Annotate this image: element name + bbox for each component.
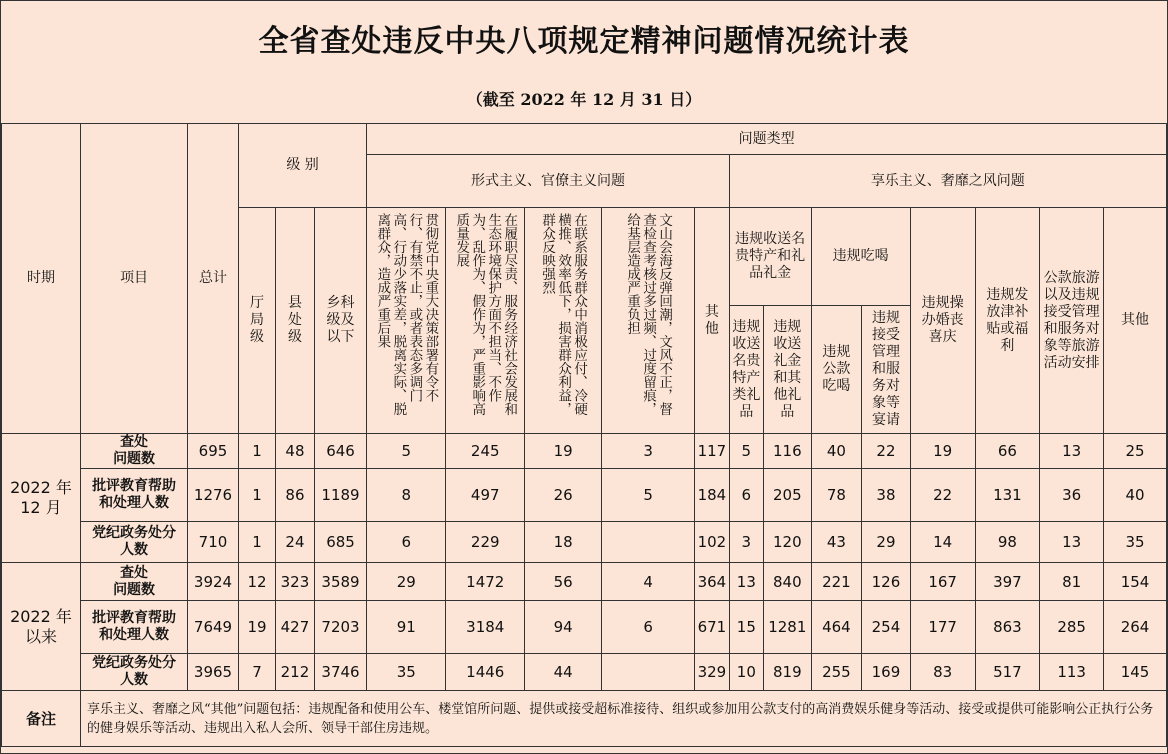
note-row bbox=[2, 691, 1167, 747]
value-cell: 22 bbox=[910, 469, 975, 522]
value-cell: 1446 bbox=[446, 654, 525, 691]
value-cell: 26 bbox=[525, 469, 602, 522]
value-cell: 40 bbox=[1104, 469, 1167, 522]
value-cell: 221 bbox=[811, 563, 862, 601]
hedonism-col-wedding: 违规操办婚丧喜庆 bbox=[910, 208, 975, 434]
value-cell: 323 bbox=[276, 563, 314, 601]
value-cell: 81 bbox=[1040, 563, 1104, 601]
item-cell: 党纪政务处分 人数 bbox=[80, 654, 187, 691]
dining-header: 违规吃喝 bbox=[811, 208, 910, 306]
value-cell: 14 bbox=[910, 522, 975, 563]
dining-col-banquet: 违规接受管理和服务对象等宴请 bbox=[862, 306, 911, 434]
value-cell: 255 bbox=[811, 654, 862, 691]
value-cell: 78 bbox=[811, 469, 862, 522]
gift-col-cash: 违规收送礼金和其他礼品 bbox=[764, 306, 812, 434]
value-cell: 98 bbox=[975, 522, 1040, 563]
value-cell bbox=[602, 654, 695, 691]
table-row bbox=[2, 469, 1167, 522]
value-cell: 44 bbox=[525, 654, 602, 691]
value-cell: 5 bbox=[367, 434, 446, 469]
value-cell: 113 bbox=[1040, 654, 1104, 691]
value-cell: 19 bbox=[525, 434, 602, 469]
value-cell: 19 bbox=[910, 434, 975, 469]
value-cell: 6 bbox=[367, 522, 446, 563]
page-subtitle: （截至 2022 年 12 月 31 日） bbox=[466, 90, 702, 109]
value-cell: 671 bbox=[695, 601, 729, 654]
value-cell: 3746 bbox=[314, 654, 367, 691]
level-col-county: 县处级 bbox=[276, 208, 314, 434]
value-cell bbox=[602, 522, 695, 563]
value-cell: 3 bbox=[602, 434, 695, 469]
value-cell: 169 bbox=[862, 654, 911, 691]
page-title: 全省查处违反中央八项规定精神问题情况统计表 bbox=[258, 24, 910, 59]
total-header: 总计 bbox=[188, 124, 239, 434]
formalism-col-4: 文山会海反弹回潮，文风不正，督查检查考核过多过频、过度留痕，给基层造成严重负担 bbox=[602, 208, 695, 434]
value-cell: 1189 bbox=[314, 469, 367, 522]
value-cell: 229 bbox=[446, 522, 525, 563]
note-text: 享乐主义、奢靡之风“其他”问题包括：违规配备和使用公车、楼堂馆所问题、提供或接受超标准接待、组织或参加用公款支付的高消费娱乐健身等活动、接受或提供可能影响公正执行公务的健身娱乐等活动、违规出入私人会所、领导干部住房违规。 bbox=[80, 691, 1166, 747]
value-cell: 22 bbox=[862, 434, 911, 469]
value-cell: 1 bbox=[238, 522, 275, 563]
hedonism-col-other: 其他 bbox=[1104, 208, 1167, 434]
value-cell: 364 bbox=[695, 563, 729, 601]
value-cell: 819 bbox=[764, 654, 812, 691]
value-cell: 1 bbox=[238, 434, 275, 469]
value-cell: 10 bbox=[729, 654, 763, 691]
value-cell: 56 bbox=[525, 563, 602, 601]
table-row bbox=[2, 434, 1167, 469]
value-cell: 4 bbox=[602, 563, 695, 601]
period-cell: 2022 年 以来 bbox=[2, 563, 81, 691]
value-cell: 19 bbox=[238, 601, 275, 654]
value-cell: 7203 bbox=[314, 601, 367, 654]
note-label: 备注 bbox=[2, 691, 81, 747]
gift-col-specialty: 违规收送名贵特产类礼品 bbox=[729, 306, 763, 434]
value-cell: 1281 bbox=[764, 601, 812, 654]
dining-col-public: 违规公款吃喝 bbox=[811, 306, 862, 434]
value-cell: 29 bbox=[367, 563, 446, 601]
value-cell: 8 bbox=[367, 469, 446, 522]
value-cell: 116 bbox=[764, 434, 812, 469]
hedonism-col-travel: 公款旅游以及违规接受管理和服务对象等旅游活动安排 bbox=[1040, 208, 1104, 434]
formalism-col-1: 贯彻党中央重大决策部署有令不行、有禁不止，或者表态多调门高、行动少落实差，脱离实际、脱离群众，造成严重后果 bbox=[367, 208, 446, 434]
level-col-township: 乡科级及以下 bbox=[314, 208, 367, 434]
value-cell: 1472 bbox=[446, 563, 525, 601]
value-cell: 167 bbox=[910, 563, 975, 601]
value-cell: 3589 bbox=[314, 563, 367, 601]
value-cell: 212 bbox=[276, 654, 314, 691]
value-cell: 29 bbox=[862, 522, 911, 563]
table-row bbox=[2, 522, 1167, 563]
item-header: 项目 bbox=[80, 124, 187, 434]
value-cell: 66 bbox=[975, 434, 1040, 469]
value-cell: 517 bbox=[975, 654, 1040, 691]
value-cell: 40 bbox=[811, 434, 862, 469]
value-cell: 329 bbox=[695, 654, 729, 691]
value-cell: 3924 bbox=[188, 563, 239, 601]
item-cell: 批评教育帮助 和处理人数 bbox=[80, 469, 187, 522]
value-cell: 43 bbox=[811, 522, 862, 563]
value-cell: 24 bbox=[276, 522, 314, 563]
value-cell: 36 bbox=[1040, 469, 1104, 522]
value-cell: 184 bbox=[695, 469, 729, 522]
value-cell: 710 bbox=[188, 522, 239, 563]
value-cell: 131 bbox=[975, 469, 1040, 522]
value-cell: 840 bbox=[764, 563, 812, 601]
period-cell: 2022 年 12 月 bbox=[2, 434, 81, 563]
value-cell: 264 bbox=[1104, 601, 1167, 654]
value-cell: 83 bbox=[910, 654, 975, 691]
item-cell: 党纪政务处分 人数 bbox=[80, 522, 187, 563]
value-cell: 6 bbox=[729, 469, 763, 522]
value-cell: 695 bbox=[188, 434, 239, 469]
value-cell: 397 bbox=[975, 563, 1040, 601]
value-cell: 38 bbox=[862, 469, 911, 522]
value-cell: 427 bbox=[276, 601, 314, 654]
value-cell: 497 bbox=[446, 469, 525, 522]
value-cell: 86 bbox=[276, 469, 314, 522]
value-cell: 5 bbox=[729, 434, 763, 469]
value-cell: 13 bbox=[1040, 434, 1104, 469]
table-row bbox=[2, 601, 1167, 654]
value-cell: 15 bbox=[729, 601, 763, 654]
value-cell: 464 bbox=[811, 601, 862, 654]
value-cell: 245 bbox=[446, 434, 525, 469]
table-row bbox=[2, 563, 1167, 601]
formalism-header: 形式主义、官僚主义问题 bbox=[367, 155, 729, 208]
hedonism-header: 享乐主义、奢靡之风问题 bbox=[729, 155, 1166, 208]
formalism-col-3: 在联系服务群众中消极应付、冷硬横推、效率低下，损害群众利益，群众反映强烈 bbox=[525, 208, 602, 434]
period-header: 时期 bbox=[2, 124, 81, 434]
value-cell: 102 bbox=[695, 522, 729, 563]
gift-header: 违规收送名贵特产和礼品礼金 bbox=[729, 208, 811, 306]
value-cell: 205 bbox=[764, 469, 812, 522]
value-cell: 3 bbox=[729, 522, 763, 563]
value-cell: 91 bbox=[367, 601, 446, 654]
value-cell: 35 bbox=[1104, 522, 1167, 563]
level-col-bureau: 厅局级 bbox=[238, 208, 275, 434]
value-cell: 863 bbox=[975, 601, 1040, 654]
item-cell: 批评教育帮助 和处理人数 bbox=[80, 601, 187, 654]
value-cell: 685 bbox=[314, 522, 367, 563]
value-cell: 154 bbox=[1104, 563, 1167, 601]
item-cell: 查处 问题数 bbox=[80, 563, 187, 601]
value-cell: 3965 bbox=[188, 654, 239, 691]
value-cell: 1276 bbox=[188, 469, 239, 522]
statistics-table bbox=[1, 123, 1167, 747]
level-header: 级 别 bbox=[238, 124, 367, 208]
value-cell: 126 bbox=[862, 563, 911, 601]
value-cell: 646 bbox=[314, 434, 367, 469]
value-cell: 13 bbox=[729, 563, 763, 601]
value-cell: 12 bbox=[238, 563, 275, 601]
problem-type-header: 问题类型 bbox=[367, 124, 1167, 155]
value-cell: 254 bbox=[862, 601, 911, 654]
hedonism-col-allowance: 违规发放津补贴或福利 bbox=[975, 208, 1040, 434]
value-cell: 117 bbox=[695, 434, 729, 469]
formalism-col-other: 其他 bbox=[695, 208, 729, 434]
value-cell: 3184 bbox=[446, 601, 525, 654]
value-cell: 25 bbox=[1104, 434, 1167, 469]
table-row bbox=[2, 654, 1167, 691]
value-cell: 120 bbox=[764, 522, 812, 563]
value-cell: 7649 bbox=[188, 601, 239, 654]
value-cell: 177 bbox=[910, 601, 975, 654]
value-cell: 18 bbox=[525, 522, 602, 563]
value-cell: 94 bbox=[525, 601, 602, 654]
item-cell: 查处 问题数 bbox=[80, 434, 187, 469]
value-cell: 1 bbox=[238, 469, 275, 522]
value-cell: 13 bbox=[1040, 522, 1104, 563]
value-cell: 48 bbox=[276, 434, 314, 469]
value-cell: 35 bbox=[367, 654, 446, 691]
value-cell: 5 bbox=[602, 469, 695, 522]
value-cell: 145 bbox=[1104, 654, 1167, 691]
formalism-col-2: 在履职尽责、服务经济社会发展和生态环境保护方面不担当、不作为、乱作为、假作为，严重影响高质量发展 bbox=[446, 208, 525, 434]
value-cell: 285 bbox=[1040, 601, 1104, 654]
value-cell: 7 bbox=[238, 654, 275, 691]
value-cell: 6 bbox=[602, 601, 695, 654]
